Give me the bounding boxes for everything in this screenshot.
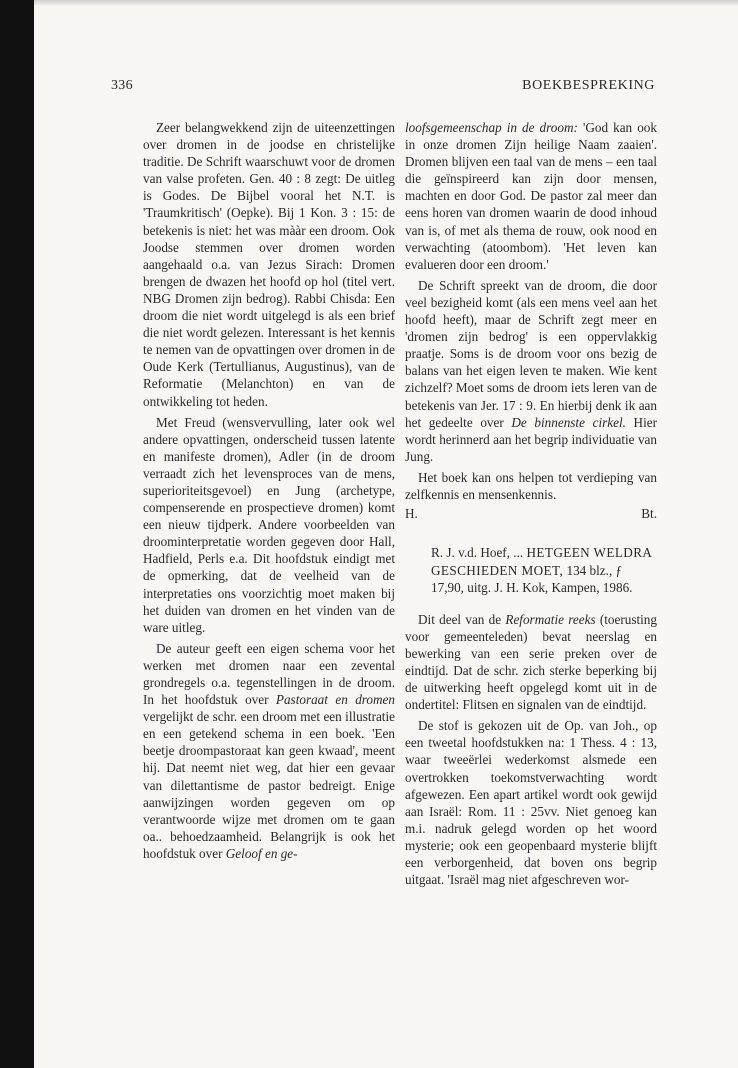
paragraph: [143, 640, 395, 862]
italic-title: Pastoraat en dromen: [275, 692, 395, 708]
book-title: HETGEEN WELDRA GESCHIEDEN MOET,: [431, 545, 652, 578]
paragraph: Zeer belangwekkend zijn de uiteenzettingen over dromen in de joodse en christelijke traditie. De Schrift waarschuwt voor de dromen van valse profeten. Gen. 40 : 8 zegt: De uitleg is Godes. De Bijbel vooral het N.T. is 'Traumkritisch' (Oepke). Bij 1 Kon. 3 : 15: de betekenis is niet: het was mààr een droom. Ook Joodse stemmen over dromen worden aangehaald o.a. van Jezus Sirach: Dromen brengen de dwazen het hoofd op hol (titel vert. NBG Dromen zijn bedrog). Rabbi Chisda: Een droom die niet wordt uitgelegd is als een brief die niet wordt gelezen. Interessant is het kennis te nemen van de opvattingen over dromen in de Oude Kerk (Tertullianus, Augustinus), van de Reformatie (Melanchton) en van de ontwikkeling tot heden.: [143, 120, 395, 409]
scan-border: [0, 0, 34, 1068]
text-run: Hier wordt herinnerd aan het begrip individuatie van Jung.: [405, 414, 657, 464]
text-run: (toerusting voor gemeenteleden) bevat neerslag en bewerking van een serie preken over de eindtijd. Dat de schr. zich sterke beperking bij de uitwerking heeft opgelegd komt uit in de ondertitel: Flitsen en signalen van de eindtijd.: [405, 611, 657, 713]
italic-title: loofsgemeenschap in de droom:: [405, 120, 578, 135]
text-run: Dit deel van de: [418, 611, 506, 627]
paragraph: [405, 277, 657, 465]
running-title: BOEKBESPREKING: [522, 78, 655, 93]
page-number: 336: [111, 78, 133, 93]
text-run: De Schrift spreekt van de droom, die door veel bezigheid komt (als een mens veel aan het hoofd heeft), maar de Schrift zegt meer en 'dromen zijn bedrog' is een oppervlakkig praatje. Soms is de droom voor ons bezig de balans van het eigen leven te maken. Wie kent zichzelf? Moet soms de droom iets leren van de betekenis van Jer. 17 : 9. En hierbij denk ik aan het gedeelte over: [405, 277, 657, 430]
signature-initial: H.: [405, 506, 418, 522]
paragraph: [405, 119, 657, 273]
paragraph: Het boek kan ons helpen tot verdieping van zelfkennis en mensenkennis.: [405, 469, 657, 502]
text-run: De auteur geeft een eigen schema voor het werken met dromen naar een zevental grondregels o.a. tegenstellingen in de droom. In het hoofdstuk over: [143, 640, 395, 708]
left-column: [143, 119, 395, 862]
italic-title: Geloof en ge-: [225, 845, 298, 861]
text-run: vergelijkt de schr. een droom met een illustratie en een getekend schema in een boek. 'Een beetje droompastoraat kan geen kwaad', meent hij. Dat neemt niet weg, dat hier een gevaar van dilettantisme de pastor bedreigt. Enige aanwijzingen worden gegeven om op verantwoorde wijze met dromen om te gaan oa.. behoedzaamheid. Belangrijk is ook het hoofdstuk over: [143, 709, 395, 861]
text-run: 'God kan ook in onze dromen Zijn heilige Naam zaaien'. Dromen blijven een taal van de mens – een taal die geïnspireerd kan zijn door mensen, machten en door God. De pastor zal meer dan eens horen van dromen waarin de dood inhoud van is, of met als thema de rouw, ook nood en verwachting (atoombom). 'Het leven kan evalueren door een droom.': [405, 120, 657, 272]
book-reference: [431, 544, 657, 597]
signature-initials: Bt.: [641, 506, 657, 522]
italic-title: De binnenste cirkel.: [511, 414, 626, 430]
paragraph: Met Freud (wensvervulling, later ook wel andere opvattingen, onderscheid tussen latente en manifeste dromen), Adler (in de droom verraadt zich het levensproces van de mens, superioriteitsgevoel) en Jung (archetype, compenserende en prospectieve dromen) komt een nieuw tijdperk. Andere voorbeelden van droominterpretatie worden gegeven door Hall, Hadfield, Perls e.a. Dit hoofdstuk eindigt met de opmerking, dat de veelheid van de interpretaties ons voorzichtig moet maken bij het duiden van dromen en het vinden van de ware uitleg.: [143, 414, 395, 635]
review-signature: [405, 505, 657, 522]
paragraph: De stof is gekozen uit de Op. van Joh., op een tweetal hoofdstukken na: 1 Thess. 4 : 13, waar tweeërlei wederkomst alsmede een overtrokken toekomstverwachting wordt afgewezen. Een apart artikel wordt ook gewijd aan Israël: Rom. 11 : 25vv. Niet genoeg kan m.i. nadruk gelegd worden op het woord mysterie; ook een geopenbaard mysterie blijft een verborgenheid, dat boven ons begrip uitgaat. 'Israël mag niet afgeschreven wor-: [405, 718, 657, 888]
book-author: R. J. v.d. Hoef, ...: [431, 545, 524, 561]
paragraph: [405, 611, 657, 714]
italic-title: Reformatie reeks: [505, 611, 596, 627]
book-details: 134 blz., ƒ 17,90, uitg. J. H. Kok, Kampen, 1986.: [431, 562, 633, 596]
right-column: [405, 119, 657, 888]
